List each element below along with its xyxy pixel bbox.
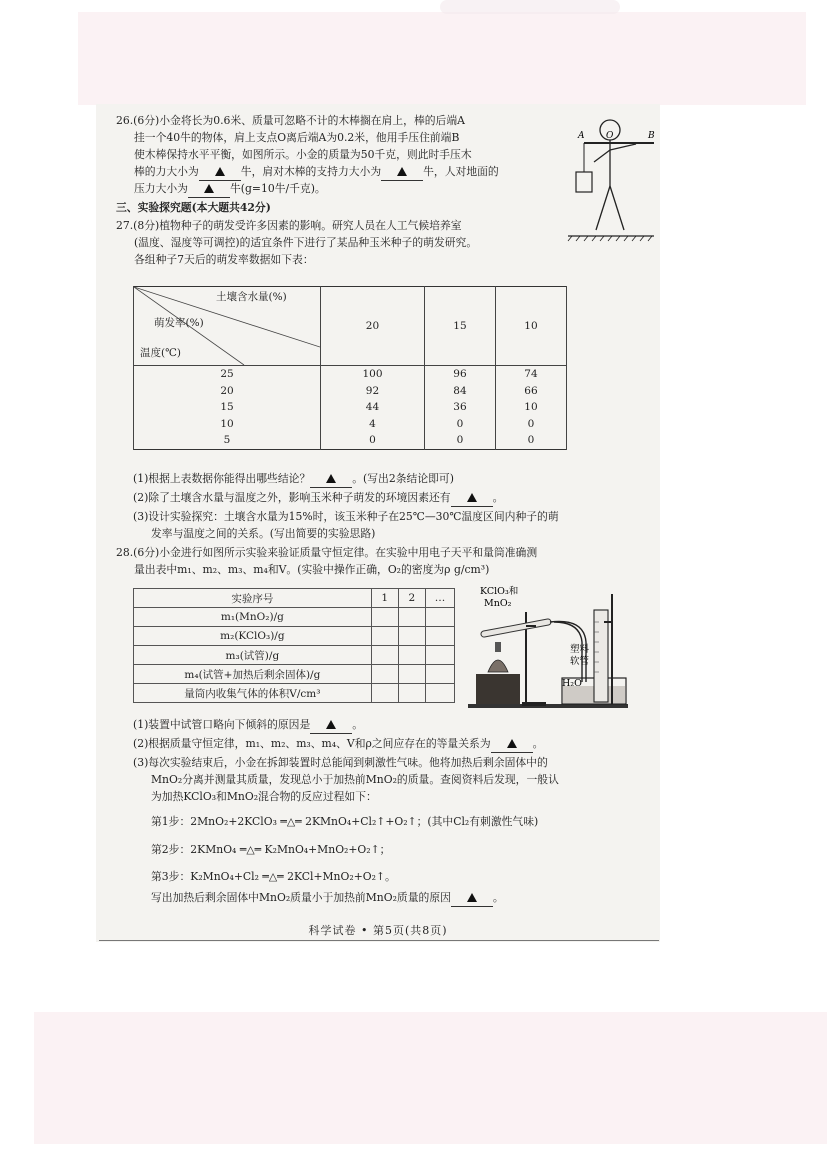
lever-figure	[566, 114, 658, 244]
temp-cell: 20	[134, 383, 321, 400]
q26-line5-b: 牛(g=10牛/千克)。	[229, 182, 326, 195]
q26-line4	[134, 163, 499, 181]
table-row	[134, 416, 567, 433]
q27-part1-note: 。(写出2条结论即可)	[352, 472, 454, 485]
answer-blank[interactable]	[491, 735, 533, 753]
fig-label-reagent: KClO₃和	[480, 586, 519, 597]
answer-blank[interactable]	[451, 489, 493, 507]
reaction-step-3: 第3步：K₂MnO₄+Cl₂ ═△═ 2KCl+MnO₂+O₂↑。	[151, 870, 396, 883]
q28-part2-text: (2)根据质量守恒定律，m₁、m₂、m₃、m₄、V和ρ之间应存在的等量关系为	[133, 737, 491, 750]
value-cell: 0	[424, 416, 495, 433]
q26-line4-b: 牛，肩对木棒的支持力大小为	[240, 165, 382, 178]
value-cell: 96	[424, 366, 495, 383]
value-cell: 44	[321, 399, 425, 416]
q28-part1-end: 。	[352, 718, 364, 731]
value-cell: 0	[321, 432, 425, 449]
q27-part1	[133, 470, 454, 488]
value-cell: 36	[424, 399, 495, 416]
row-label: m₄(试管+加热后剩余固体)/g	[134, 665, 372, 684]
watermark	[440, 0, 620, 14]
measurement-table	[133, 588, 455, 703]
value-cell: 0	[495, 416, 566, 433]
diag-top-label: 土壤含水量(%)	[216, 291, 287, 303]
q26-line3: 使木棒保持水平平衡，如图所示。小金的质量为50千克，则此时手压木	[134, 148, 472, 161]
diag-mid-label: 萌发率(%)	[154, 317, 204, 329]
q28-part1	[133, 716, 363, 734]
footer-divider	[99, 940, 659, 941]
q28-part2	[133, 735, 543, 753]
q27-part3-line2: 发率与温度之间的关系。(写出简要的实验思路)	[151, 527, 376, 540]
value-cell: 66	[495, 383, 566, 400]
top-margin-band	[78, 12, 806, 105]
q28-part3-question-end: 。	[492, 891, 504, 904]
q27-line2: (温度、湿度等可调控)的适宜条件下进行了某品种玉米种子的萌发研究。	[134, 236, 478, 249]
label-a: A	[578, 131, 585, 141]
q27-part2	[133, 489, 503, 507]
label-b: B	[648, 131, 655, 141]
q26-line1: 26.(6分)小金将长为0.6米、质量可忽略不计的木棒搁在肩上，棒的后端A	[116, 114, 465, 127]
reaction-step-1: 第1步：2MnO₂+2KClO₃ ═△═ 2KMnO₄+Cl₂↑+O₂↑；(其中Cl₂有刺激性气味)	[151, 815, 539, 828]
table-row	[134, 432, 567, 449]
answer-blank[interactable]	[310, 716, 352, 734]
header-cell: 实验序号	[134, 589, 372, 608]
value-cell: 74	[495, 366, 566, 383]
table-row	[134, 366, 567, 383]
q28-part3-line1: (3)每次实验结束后，小金在拆卸装置时总能闻到刺激性气味。他将加热后剩余固体中的	[133, 756, 548, 769]
temp-cell: 10	[134, 416, 321, 433]
table-row	[134, 383, 567, 400]
row-label: m₁(MnO₂)/g	[134, 608, 372, 627]
section-3-heading: 三、实验探究题(本大题共42分)	[116, 201, 271, 214]
temp-cell: 5	[134, 432, 321, 449]
row-label: m₂(KClO₃)/g	[134, 627, 372, 646]
value-cell: 4	[321, 416, 425, 433]
q27-part2-end: 。	[492, 491, 504, 504]
q28-line1: 28.(6分)小金进行如图所示实验来验证质量守恒定律。在实验中用电子天平和量筒准确测	[116, 546, 538, 559]
q27-line1: 27.(8分)植物种子的萌发受许多因素的影响。研究人员在人工气候培养室	[116, 219, 462, 232]
answer-blank[interactable]	[188, 180, 230, 198]
q28-line2: 量出表中m₁、m₂、m₃、m₄和V。(实验中操作正确，O₂的密度为ρ g/cm³)	[134, 563, 490, 576]
q28-part1-text: (1)装置中试管口略向下倾斜的原因是	[133, 718, 311, 731]
germination-table	[133, 286, 567, 450]
page-footer: 科学试卷 • 第5页(共8页)	[308, 924, 448, 937]
exam-page	[96, 104, 660, 942]
q27-part2-text: (2)除了土壤含水量与温度之外，影响玉米种子萌发的环境因素还有	[133, 491, 451, 504]
q26-line4-a: 棒的力大小为	[134, 165, 199, 178]
temp-cell: 25	[134, 366, 321, 383]
value-cell: 92	[321, 383, 425, 400]
q26-line5-a: 压力大小为	[134, 182, 188, 195]
q26-line4-c: 牛，人对地面的	[423, 165, 499, 178]
q26-line2: 挂一个40牛的物体，肩上支点O离后端A为0.2米，他用手压住前端B	[134, 131, 460, 144]
header-cell: 1	[371, 589, 398, 608]
fig-label-mno2: MnO₂	[484, 598, 512, 609]
header-cell: …	[425, 589, 454, 608]
diag-bottom-label: 温度(℃)	[140, 347, 181, 359]
row-label: 量筒内收集气体的体积V/cm³	[134, 684, 372, 703]
label-o: O	[606, 131, 614, 141]
table-row	[134, 646, 455, 665]
table-row	[134, 627, 455, 646]
q27-line3: 各组种子7天后的萌发率数据如下表：	[134, 253, 314, 266]
value-cell: 0	[424, 432, 495, 449]
q28-part3-question-text: 写出加热后剩余固体中MnO₂质量小于加热前MnO₂质量的原因	[151, 891, 451, 904]
temp-cell: 15	[134, 399, 321, 416]
table-row	[134, 608, 455, 627]
fig-label-water: H₂O	[562, 678, 582, 689]
answer-blank[interactable]	[199, 163, 241, 181]
col-header: 10	[495, 287, 566, 366]
table-row	[134, 665, 455, 684]
q27-part3-line1: (3)设计实验探究：土壤含水量为15%时，该玉米种子在25℃—30℃温度区间内种子的萌	[133, 510, 559, 523]
value-cell: 0	[495, 432, 566, 449]
answer-blank[interactable]	[310, 470, 352, 488]
table-row	[134, 399, 567, 416]
answer-blank[interactable]	[381, 163, 423, 181]
col-header: 15	[424, 287, 495, 366]
value-cell: 10	[495, 399, 566, 416]
table-row	[134, 684, 455, 703]
q26-line5	[134, 180, 326, 198]
row-label: m₃(试管)/g	[134, 646, 372, 665]
answer-blank[interactable]	[451, 889, 493, 907]
fig-label-plastic: 塑料	[570, 644, 590, 655]
bottom-margin-band	[34, 1012, 827, 1144]
header-cell: 2	[398, 589, 425, 608]
col-header: 20	[321, 287, 425, 366]
reaction-step-2: 第2步：2KMnO₄ ═△═ K₂MnO₄+MnO₂+O₂↑；	[151, 843, 391, 856]
q28-part3-question	[151, 889, 504, 907]
q27-part1-text: (1)根据上表数据你能得出哪些结论？	[133, 472, 311, 485]
fig-label-tube: 软管	[570, 656, 590, 667]
q28-part2-end: 。	[532, 737, 544, 750]
q28-part3-line2: MnO₂分离并测量其质量，发现总小于加热前MnO₂的质量。查阅资料后发现，一般认	[151, 773, 559, 786]
q28-part3-line3: 为加热KClO₃和MnO₂混合物的反应过程如下：	[151, 790, 377, 803]
diag-header-cell	[134, 287, 321, 366]
apparatus-figure	[466, 582, 636, 712]
value-cell: 100	[321, 366, 425, 383]
value-cell: 84	[424, 383, 495, 400]
